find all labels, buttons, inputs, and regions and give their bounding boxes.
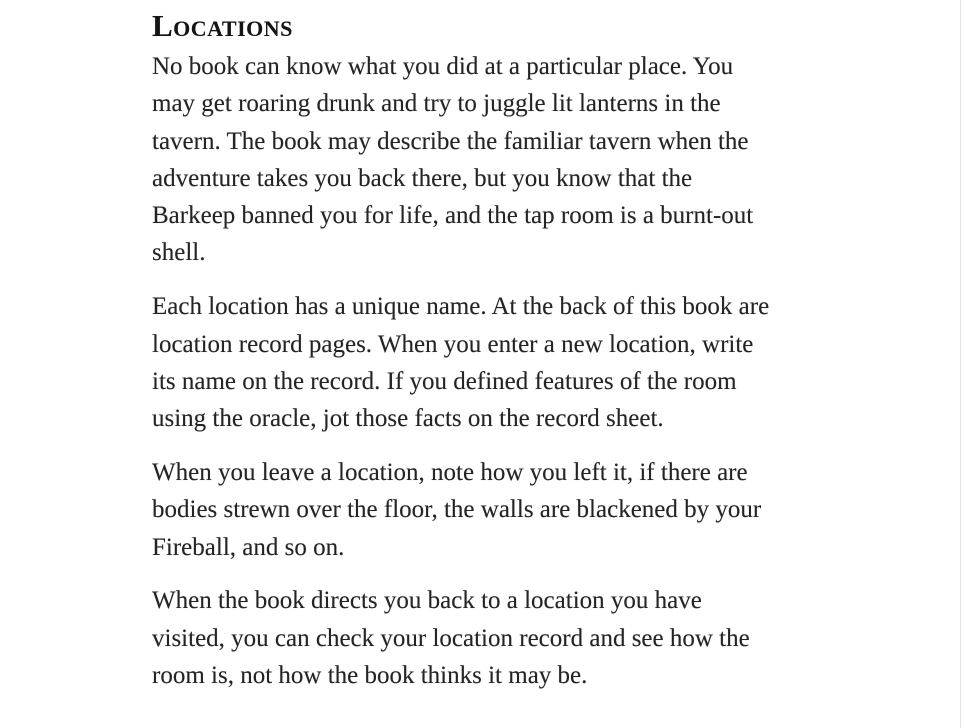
text-line: location record pages. When you enter a new location, write	[152, 330, 754, 358]
section-heading: Locations	[152, 8, 293, 43]
page-edge-divider	[960, 0, 961, 728]
paragraph	[152, 454, 852, 566]
paragraph	[152, 48, 852, 272]
text-line: may get roaring drunk and try to juggle lit lanterns in the	[152, 90, 721, 118]
text-line: When the book directs you back to a location you have	[152, 587, 702, 615]
paragraph	[152, 288, 852, 437]
text-line: tavern. The book may describe the familiar tavern when the	[152, 127, 749, 155]
text-line: Fireball, and so on.	[152, 533, 345, 561]
text-line: visited, you can check your location record and see how the	[152, 624, 750, 652]
text-line: When you leave a location, note how you left it, if there are	[152, 458, 748, 486]
text-line: No book can know what you did at a particular place. You	[152, 53, 734, 80]
text-line: room is, not how the book thinks it may be.	[152, 661, 588, 689]
text-line: using the oracle, jot those facts on the record sheet.	[152, 405, 664, 433]
paragraph	[152, 582, 852, 694]
text-line: its name on the record. If you defined features of the room	[152, 367, 737, 395]
text-line: Each location has a unique name. At the back of this book are	[152, 293, 770, 321]
text-line: Barkeep banned you for life, and the tap room is a burnt-out	[152, 202, 754, 230]
text-line: shell.	[152, 239, 206, 267]
text-line: adventure takes you back there, but you know that the	[152, 164, 693, 192]
text-line: bodies strewn over the floor, the walls are blackened by your	[152, 496, 762, 524]
page-content	[152, 6, 852, 711]
